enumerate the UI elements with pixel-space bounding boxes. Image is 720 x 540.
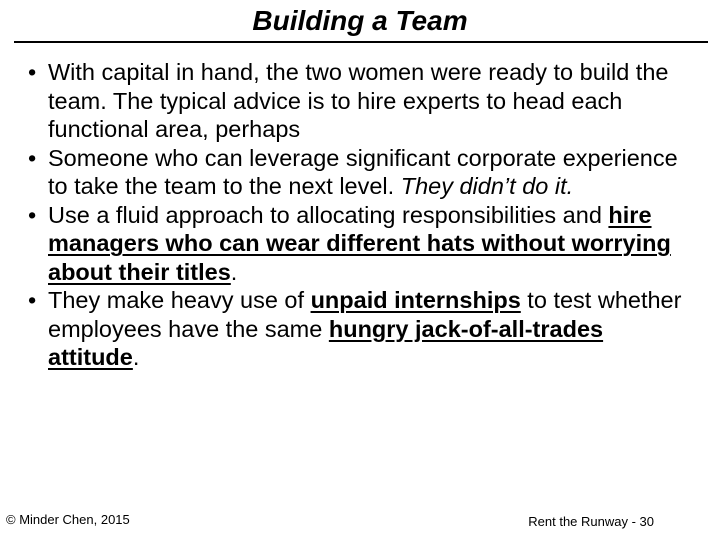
bullet-list xyxy=(28,58,698,372)
bullet-item xyxy=(28,144,698,201)
bullet-text: to test whether employees have the same xyxy=(48,287,682,342)
bullet-italic-text: They didn’t do it xyxy=(400,173,567,199)
footer-slide-label: Rent the Runway - 30 xyxy=(528,514,654,529)
bullet-icon: • xyxy=(28,59,37,85)
bullet-text: They make heavy use of xyxy=(48,287,311,313)
bullet-period: . xyxy=(566,173,574,199)
footer-copyright: © Minder Chen, 2015 xyxy=(6,512,130,527)
bullet-emphasis: hire managers who can wear different hats without worrying about their titles xyxy=(48,201,671,285)
bullet-icon: • xyxy=(28,201,37,228)
bullet-emphasis: hungry jack-of-all-trades attitude xyxy=(48,315,604,370)
bullet-icon: • xyxy=(28,144,37,171)
bullet-item xyxy=(28,58,698,144)
bullet-text: Use a fluid approach to allocating responsibilities and xyxy=(48,201,609,228)
bullet-text: With capital in hand, the two women were ready to build the team. The typical advice is to hire experts to head each functional area, perhaps xyxy=(48,59,669,142)
slide-title: Building a Team xyxy=(252,5,468,36)
title-divider xyxy=(14,41,708,43)
bullet-period: . xyxy=(132,344,140,370)
bullet-period: . xyxy=(230,258,238,285)
bullet-icon: • xyxy=(28,287,37,313)
bullet-emphasis: unpaid internships xyxy=(310,287,521,313)
bullet-text: Someone who can leverage significant corporate experience to take the team to the next level. xyxy=(48,144,678,199)
bullet-item xyxy=(28,286,698,372)
bullet-item xyxy=(28,201,698,287)
